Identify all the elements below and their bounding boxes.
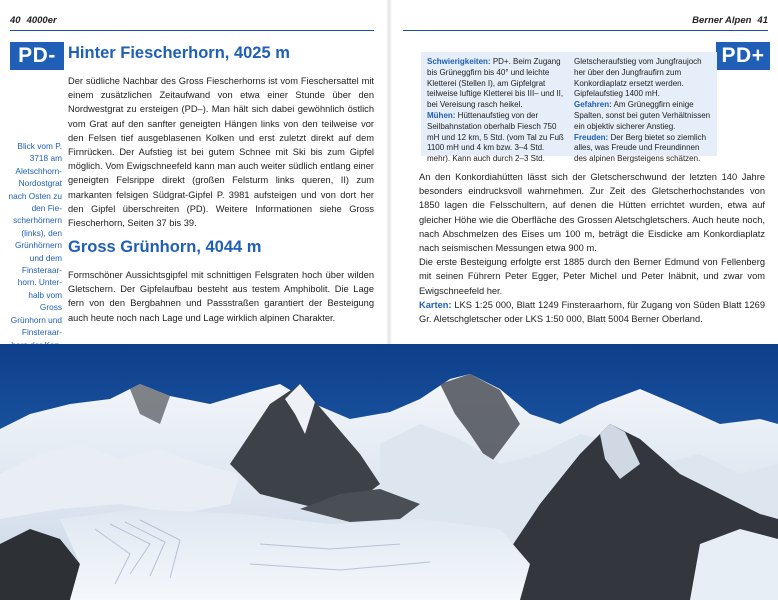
danger-label: Gefahren: xyxy=(574,100,612,110)
panorama-illustration xyxy=(0,344,778,600)
mountain-panorama-photo xyxy=(0,344,778,600)
joy-text: Der Berg bietet so ziemlich alles, was Freude und Freundinnen des alpinen Bergsteigens schätzen. xyxy=(574,132,707,164)
info-column-1 xyxy=(427,57,564,164)
grade-badge-right: PD+ xyxy=(716,42,770,70)
first-ascent-paragraph: Die erste Besteigung erfolgte erst 1885 durch den Berner Edmund von Fellenberg mit seinen Führern Peter Egger, Peter Michel und Peter Inäbnit, und zwar vom Ewigschneefeld her. xyxy=(419,257,765,296)
effort-text: Hüttenaufstieg von der Seilbahnstation oberhalb Fiesch 750 mH und 12 km, 5 Std. (vom Tal zu Fuß 1100 mH und 4 km bzw. 3–4 Std. mehr). Kann auch durch 2–3 Std. xyxy=(427,110,564,164)
section-text-hinter-fiescherhorn: Der südliche Nachbar des Gross Fiescherhorns ist vom Fieschersattel mit einem zusätzlichen Zeitaufwand von etwa einer Stunde über den Nordwestgrat zu ersteigen (PD–). Man hält sich dabei gewöhnlich östlich vom Grat auf den sanfter geneigten Hängen links von den teilweise vor den Felsen tief ausgeblasenen Kolken und erst zuletzt direkt auf dem Firnrücken. Der Aufstieg ist bei gutem Schnee mit Ski bis zum Gipfel möglich. Vom Ewigschneefeld kann man auch weiter südlich entlang einer geneigten Felsrippe direkt (großen Felsturm links queren, II) zum markanten felsigen Südgrat-Gipfel P. 3981 aufsteigen und von dort her den Gipfel überschreiten (PD). Weitere Informationen siehe Gross Fiescherhorn, Seiten 37 bis 39. xyxy=(68,76,374,229)
maps-text: LKS 1:25 000, Blatt 1249 Finsteraarhorn, für Zugang von Süden Blatt 1269 Gr. Aletschgletscher oder LKS 1:50 000, Blatt 5004 Berner Oberland. xyxy=(419,299,765,325)
route-info-box xyxy=(421,52,717,164)
right-body-text xyxy=(419,170,765,326)
section-title-gross-gruenhorn: Gross Grünhorn, 4044 m xyxy=(68,238,262,256)
book-gutter xyxy=(386,0,392,345)
maps-paragraph xyxy=(419,298,765,326)
difficulty-text: PD+. Beim Zugang bis Grüneggfirn bis 40° und leichte Kletterei (Stellen I), am Gipfelgrat teilweise luftige Kletterei bis III– und II, bei Vereisung rasch heikel. xyxy=(427,57,564,110)
effort-label: Mühen: xyxy=(427,110,456,120)
page-number-right: 41 xyxy=(757,15,768,26)
page-number-left: 40 xyxy=(10,15,21,26)
photo-caption: Blick vom P. 3718 am Aletschhorn-Nordostgrat nach Osten zu den Fie-scherhörnern (links), den Grünhörnern und dem Finsteraar-horn. Unter-halb vom Gross Grünhorn und Finsteraar- xyxy=(8,141,62,338)
danger-text: Am Grüneggfirn einige Spalten, sonst bei guten Verhältnissen ein objektiv sicherer Anstieg. xyxy=(574,100,711,131)
effort-continued-text: Gletscheraufstieg vom Jungfraujoch her über den Jungfraufirn zum Konkordiaplatz ersetzt werden. Gipfelaufstieg 1400 mH. xyxy=(574,57,702,99)
glacier-paragraph: An den Konkordiahütten lässt sich der Gletscherschwund der letzten 140 Jahre besonders eindrucksvoll wahrnehmen. Zur Zeit des Gletscherhochstandes von 1850 lagen die Felsschultern, auf denen die Hütten errichtet wurden, etwa auf gleicher Höhe wie die Oberfläche des Grossen Aletschgletschers. Auch heute noch, nach Abschmelzen des Eises um 100 m, beträgt die Eisdicke am Konkordiaplatz nach seismischen Messungen etwa 900 m. xyxy=(419,172,765,254)
header-rule-right xyxy=(403,30,768,31)
running-head-right xyxy=(692,15,768,26)
section-title-hinter-fiescherhorn: Hinter Fiescherhorn, 4025 m xyxy=(68,44,290,62)
running-title-left: 4000er xyxy=(26,15,57,26)
running-head-left xyxy=(10,15,57,26)
joy-label: Freuden: xyxy=(574,132,609,142)
grade-badge-left: PD- xyxy=(10,42,64,70)
section-text-gross-gruenhorn: Formschöner Aussichtsgipfel mit schnittigen Felsgraten hoch über wilden Gletschern. Der Gipfelaufbau besteht aus testem Amphibolit. Die Lage fern von den Bergbahnen und Passstraßen garantiert der Besteigung auch heute noch nach Lage und Lage wirklich alpinen Charakter. xyxy=(68,270,374,323)
info-column-2 xyxy=(574,57,711,164)
header-rule-left xyxy=(10,30,374,31)
difficulty-label: Schwierigkeiten: xyxy=(427,57,491,66)
maps-label: Karten: xyxy=(419,299,452,310)
running-title-right: Berner Alpen xyxy=(692,15,752,26)
